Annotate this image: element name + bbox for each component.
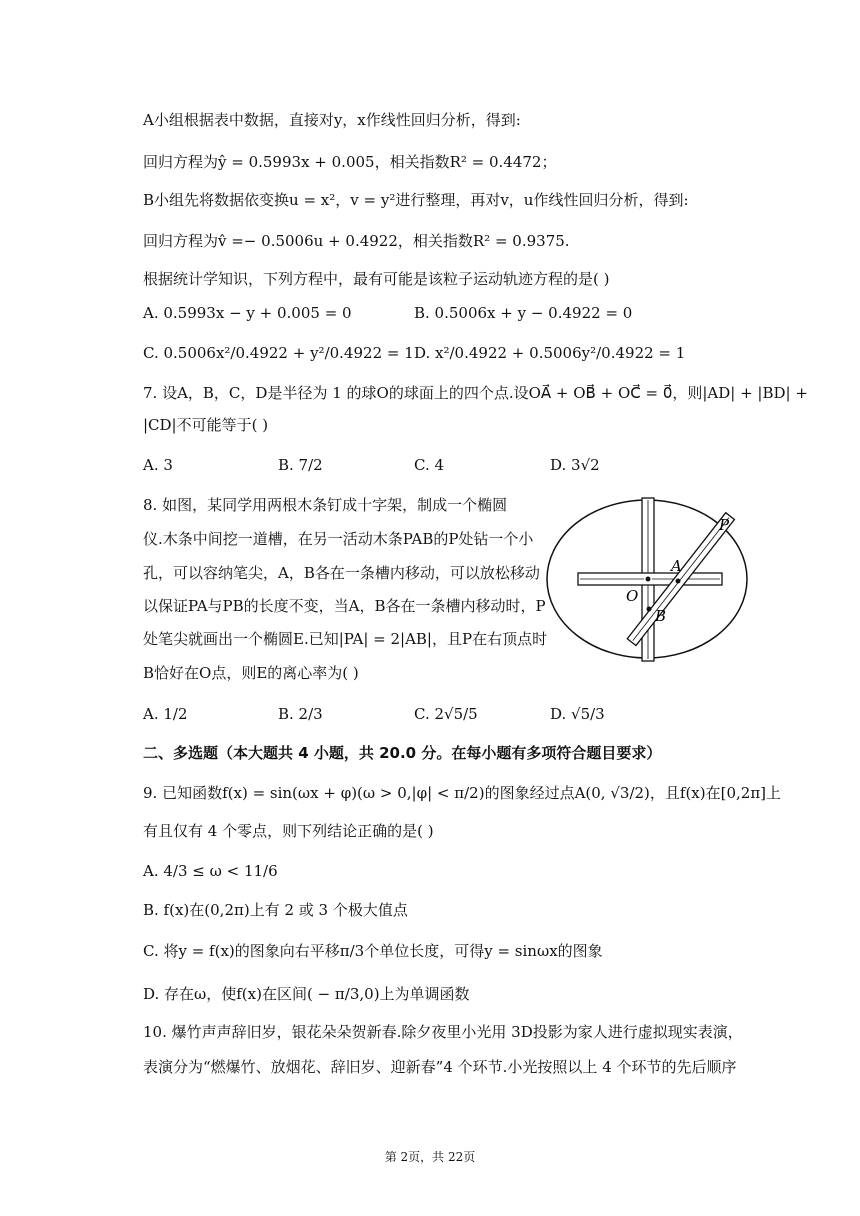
q8-stem-line: 8. 如图，某同学用两根木条钉成十字架，制成一个椭圆 — [143, 496, 508, 514]
q9-option-d: D. 存在ω，使f(x)在区间( − π/3,0)上为单调函数 — [143, 985, 470, 1003]
label-b: B — [655, 607, 667, 625]
q7-option-b: B. 7/2 — [278, 456, 323, 474]
ellipse-instrument-figure — [540, 495, 750, 670]
q8-stem-line: 以保证PA与PB的长度不变，当A，B各在一条槽内移动时，P — [143, 597, 546, 615]
q6-option-b: B. 0.5006x + y − 0.4922 = 0 — [414, 304, 633, 322]
text-line: B小组先将数据依变换u = x²，v = y²进行整理，再对v，u作线性回归分析，得到: — [143, 191, 689, 209]
q6-option-d: D. x²/0.4922 + 0.5006y²/0.4922 = 1 — [414, 344, 686, 362]
q6-option-c: C. 0.5006x²/0.4922 + y²/0.4922 = 1 — [143, 344, 414, 362]
q9-option-b: B. f(x)在(0,2π)上有 2 或 3 个极大值点 — [143, 901, 408, 919]
q7-option-a: A. 3 — [143, 456, 173, 474]
q10-stem-line2: 表演分为“燃爆竹、放烟花、辞旧岁、迎新春”4 个环节.小光按照以上 4 个环节的先后顺序 — [143, 1058, 737, 1076]
label-a: A — [671, 557, 682, 575]
point-a — [676, 579, 681, 584]
page-footer: 第 2页，共 22页 — [384, 1150, 476, 1164]
q8-stem-line: 处笔尖就画出一个椭圆E.已知|PA| = 2|AB|，且P在右顶点时 — [143, 630, 548, 648]
q10-stem-line1: 10. 爆竹声声辞旧岁，银花朵朵贺新春.除夕夜里小光用 3D投影为家人进行虚拟现实表演， — [143, 1023, 743, 1041]
q9-stem-line2: 有且仅有 4 个零点，则下列结论正确的是( ) — [143, 822, 434, 840]
q9-stem-line1: 9. 已知函数f(x) = sin(ωx + φ)(ω > 0,|φ| < π/2)的图象经过点A(0, √3/2)，且f(x)在[0,2π]上 — [143, 784, 782, 802]
q8-stem-line: 仪.木条中间挖一道槽，在另一活动木条PAB的P处钻一个小 — [143, 530, 534, 548]
text-line: 回归方程为ŷ = 0.5993x + 0.005，相关指数R² = 0.4472； — [143, 153, 557, 171]
q8-option-d: D. √5/3 — [550, 705, 605, 723]
text-line: A小组根据表中数据，直接对y，x作线性回归分析，得到: — [143, 111, 521, 129]
q8-option-c: C. 2√5/5 — [414, 705, 478, 723]
label-p: P — [719, 516, 730, 534]
q8-option-b: B. 2/3 — [278, 705, 323, 723]
section-heading: 二、多选题（本大题共 4 小题，共 20.0 分。在每小题有多项符合题目要求） — [143, 744, 662, 762]
point-b — [647, 607, 652, 612]
q7-stem-line1: 7. 设A，B，C，D是半径为 1 的球O的球面上的四个点.设OA⃗ + OB⃗ + OC⃗ = 0⃗，则|AD| + |BD| + — [143, 384, 808, 402]
q9-option-a: A. 4/3 ≤ ω < 11/6 — [143, 862, 278, 880]
q8-stem-line: B恰好在O点，则E的离心率为( ) — [143, 664, 359, 682]
q6-option-a: A. 0.5993x − y + 0.005 = 0 — [143, 304, 352, 322]
q8-option-a: A. 1/2 — [143, 705, 188, 723]
q9-option-c: C. 将y = f(x)的图象向右平移π/3个单位长度，可得y = sinωx的图象 — [143, 942, 603, 960]
q7-option-d: D. 3√2 — [550, 456, 600, 474]
label-o: O — [626, 587, 639, 605]
text-line: 回归方程为v̂ =− 0.5006u + 0.4922，相关指数R² = 0.9375. — [143, 232, 570, 250]
point-o — [646, 577, 651, 582]
q7-stem-line2: |CD|不可能等于( ) — [143, 416, 269, 434]
q7-option-c: C. 4 — [414, 456, 445, 474]
text-line: 根据统计学知识，下列方程中，最有可能是该粒子运动轨迹方程的是( ) — [143, 270, 610, 288]
q8-stem-line: 孔，可以容纳笔尖，A，B各在一条槽内移动，可以放松移动 — [143, 564, 540, 582]
